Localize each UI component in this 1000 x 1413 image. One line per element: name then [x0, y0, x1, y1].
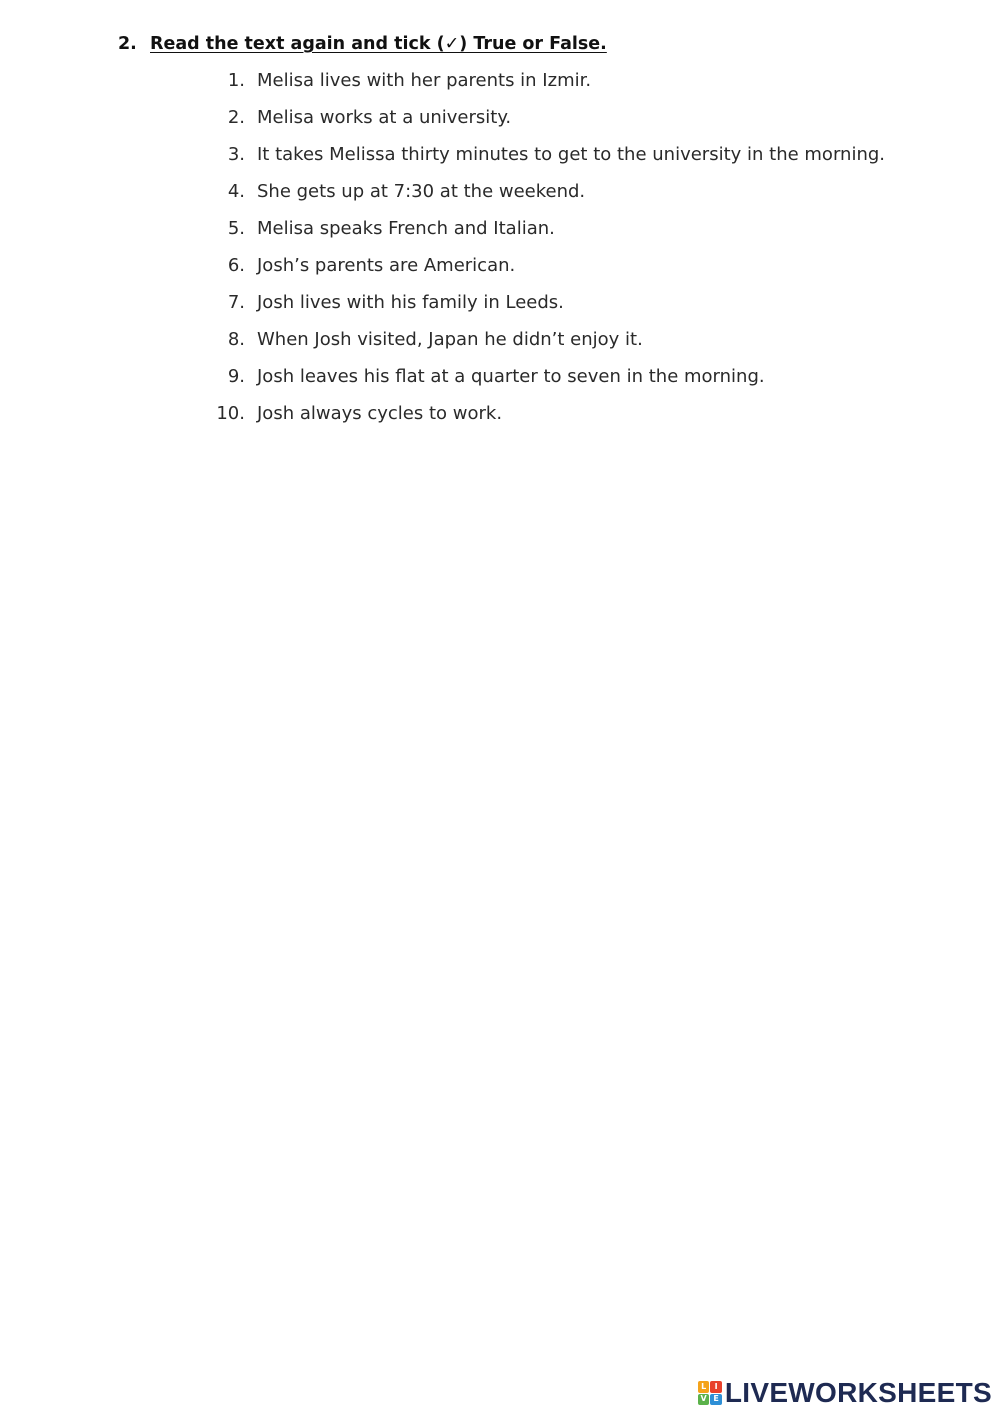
- logo-tile: V: [698, 1394, 710, 1406]
- liveworksheets-brand: [698, 1379, 992, 1407]
- question-heading: [118, 34, 607, 54]
- statement-number: 4.: [227, 181, 245, 202]
- statement-text: Melisa works at a university.: [257, 107, 512, 128]
- statement-text: It takes Melissa thirty minutes to get to the university in the morning.: [257, 144, 885, 165]
- statement-number: 3.: [227, 144, 245, 165]
- statement-number: 6.: [227, 255, 245, 276]
- statement-item: [215, 288, 885, 325]
- statement-number: 2.: [227, 107, 245, 128]
- brand-name: LIVEWORKSHEETS: [724, 1377, 992, 1408]
- statement-text: Melisa lives with her parents in Izmir.: [257, 70, 592, 91]
- statement-text: She gets up at 7:30 at the weekend.: [257, 181, 586, 202]
- statement-text: When Josh visited, Japan he didn’t enjoy it.: [257, 329, 643, 350]
- statement-item: [215, 103, 885, 140]
- statement-text: Josh lives with his family in Leeds.: [257, 292, 564, 313]
- liveworksheets-logo-icon: [698, 1381, 722, 1405]
- statement-item: [215, 177, 885, 214]
- statement-item: [215, 251, 885, 288]
- statement-text: Josh leaves his flat at a quarter to seven in the morning.: [257, 366, 765, 387]
- statement-number: 5.: [227, 218, 245, 239]
- logo-tile: E: [710, 1394, 722, 1406]
- statement-list: [215, 66, 885, 436]
- statement-text: Melisa speaks French and Italian.: [257, 218, 555, 239]
- logo-tile: I: [710, 1381, 722, 1393]
- question-number: 2.: [118, 34, 137, 54]
- statement-number: 8.: [227, 329, 245, 350]
- statement-text: Josh always cycles to work.: [257, 403, 503, 424]
- question-instruction: Read the text again and tick (✓) True or False.: [150, 34, 607, 54]
- statement-item: [215, 399, 885, 436]
- statement-number: 1.: [227, 70, 245, 91]
- statement-item: [215, 140, 885, 177]
- statement-item: [215, 214, 885, 251]
- statement-text: Josh’s parents are American.: [257, 255, 516, 276]
- statement-item: [215, 362, 885, 399]
- statement-number: 10.: [216, 403, 245, 424]
- statement-item: [215, 66, 885, 103]
- statement-number: 9.: [227, 366, 245, 387]
- statement-number: 7.: [227, 292, 245, 313]
- statement-item: [215, 325, 885, 362]
- logo-tile: L: [698, 1381, 710, 1393]
